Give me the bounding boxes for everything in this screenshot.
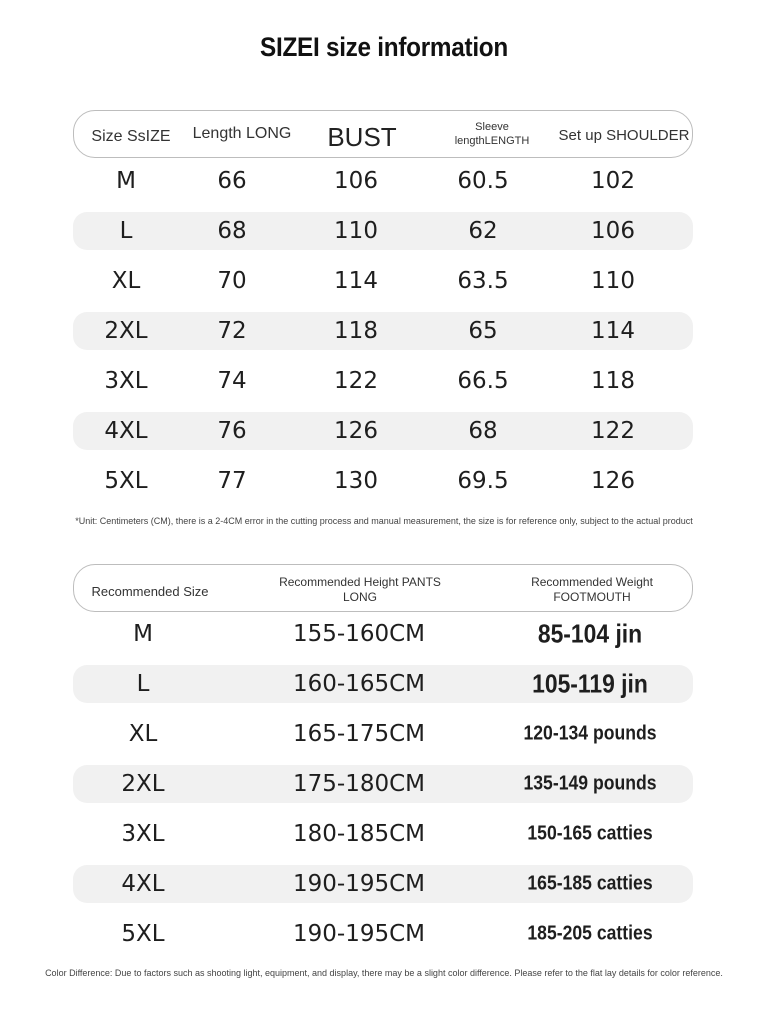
- rec-cell-height: 175-180CM: [292, 771, 426, 797]
- size-cell-bust: 130: [334, 468, 378, 494]
- rec-cell-height: 180-185CM: [292, 821, 426, 847]
- color-note: Color Difference: Due to factors such as shooting light, equipment, and display, there may be a slight color difference. Please refer to the flat lay details for color reference.: [45, 968, 723, 978]
- size-cell-length: 70: [217, 268, 247, 294]
- rec-cell-size: XL: [128, 721, 158, 747]
- header-sleeve-line2: lengthLENGTH: [454, 134, 530, 147]
- rec-cell-size: 5XL: [121, 921, 165, 947]
- rec-cell-weight: 120-134 pounds: [523, 722, 657, 745]
- size-cell-bust: 122: [334, 368, 378, 394]
- header-weight-line2: FOOTMOUTH: [553, 590, 631, 604]
- size-cell-bust: 118: [334, 318, 378, 344]
- header-length: Length LONG: [192, 125, 292, 142]
- size-cell-sleeve: 69.5: [457, 468, 509, 494]
- rec-cell-height: 155-160CM: [292, 621, 426, 647]
- size-cell-length: 77: [217, 468, 247, 494]
- size-cell-length: 74: [217, 368, 247, 394]
- size-cell-size: M: [116, 168, 136, 194]
- rec-cell-weight: 135-149 pounds: [523, 772, 657, 795]
- rec-cell-height: 160-165CM: [292, 671, 426, 697]
- header-sleeve-line1: Sleeve: [475, 121, 509, 133]
- rec-cell-weight: 105-119 jin: [532, 668, 648, 699]
- rec-cell-height: 165-175CM: [292, 721, 426, 747]
- size-cell-bust: 126: [334, 418, 378, 444]
- header-size: Size SsIZE: [91, 128, 171, 145]
- header-bust: BUST: [327, 122, 397, 152]
- size-cell-shoulder: 118: [591, 368, 635, 394]
- rec-cell-weight: 85-104 jin: [537, 618, 643, 649]
- rec-cell-weight: 150-165 catties: [527, 822, 653, 845]
- size-cell-bust: 114: [334, 268, 378, 294]
- size-cell-shoulder: 106: [591, 218, 635, 244]
- size-cell-size: 5XL: [104, 468, 148, 494]
- rec-cell-size: L: [136, 671, 150, 697]
- size-cell-size: 2XL: [104, 318, 148, 344]
- rec-cell-size: 2XL: [121, 771, 165, 797]
- header-shoulder: Set up SHOULDER: [558, 127, 690, 144]
- size-cell-length: 68: [217, 218, 247, 244]
- header-sleeve: [455, 121, 530, 149]
- size-cell-length: 76: [217, 418, 247, 444]
- unit-note: *Unit: Centimeters (CM), there is a 2-4CM error in the cutting process and manual measurement, the size is for reference only, subject to the actual product: [75, 516, 693, 526]
- rec-cell-size: M: [133, 621, 153, 647]
- size-cell-sleeve: 62: [468, 218, 498, 244]
- size-cell-size: 4XL: [104, 418, 148, 444]
- size-cell-shoulder: 102: [591, 168, 635, 194]
- rec-cell-height: 190-195CM: [292, 921, 426, 947]
- size-cell-bust: 106: [334, 168, 378, 194]
- size-cell-length: 72: [217, 318, 247, 344]
- page-title: SIZEI size information: [260, 32, 508, 62]
- size-cell-shoulder: 110: [591, 268, 635, 294]
- rec-cell-size: 4XL: [121, 871, 165, 897]
- rec-cell-weight: 165-185 catties: [527, 872, 653, 895]
- size-cell-shoulder: 126: [591, 468, 635, 494]
- size-cell-sleeve: 60.5: [457, 168, 509, 194]
- rec-cell-height: 190-195CM: [292, 871, 426, 897]
- header-weight-line1: Recommended Weight: [531, 575, 653, 589]
- size-cell-sleeve: 68: [468, 418, 498, 444]
- header-height-line2: LONG: [342, 590, 378, 604]
- rec-cell-weight: 185-205 catties: [527, 922, 653, 945]
- size-cell-shoulder: 114: [591, 318, 635, 344]
- header-recommended-height: [279, 575, 441, 605]
- size-cell-sleeve: 63.5: [457, 268, 509, 294]
- header-height-line1: Recommended Height PANTS: [279, 575, 441, 589]
- header-recommended-weight: [531, 575, 653, 605]
- size-cell-size: 3XL: [104, 368, 148, 394]
- rec-cell-size: 3XL: [121, 821, 165, 847]
- size-cell-sleeve: 66.5: [457, 368, 509, 394]
- size-cell-size: XL: [111, 268, 141, 294]
- size-cell-size: L: [119, 218, 133, 244]
- size-cell-sleeve: 65: [468, 318, 498, 344]
- size-cell-bust: 110: [334, 218, 378, 244]
- size-cell-length: 66: [217, 168, 247, 194]
- header-recommended-size: Recommended Size: [91, 584, 209, 599]
- size-cell-shoulder: 122: [591, 418, 635, 444]
